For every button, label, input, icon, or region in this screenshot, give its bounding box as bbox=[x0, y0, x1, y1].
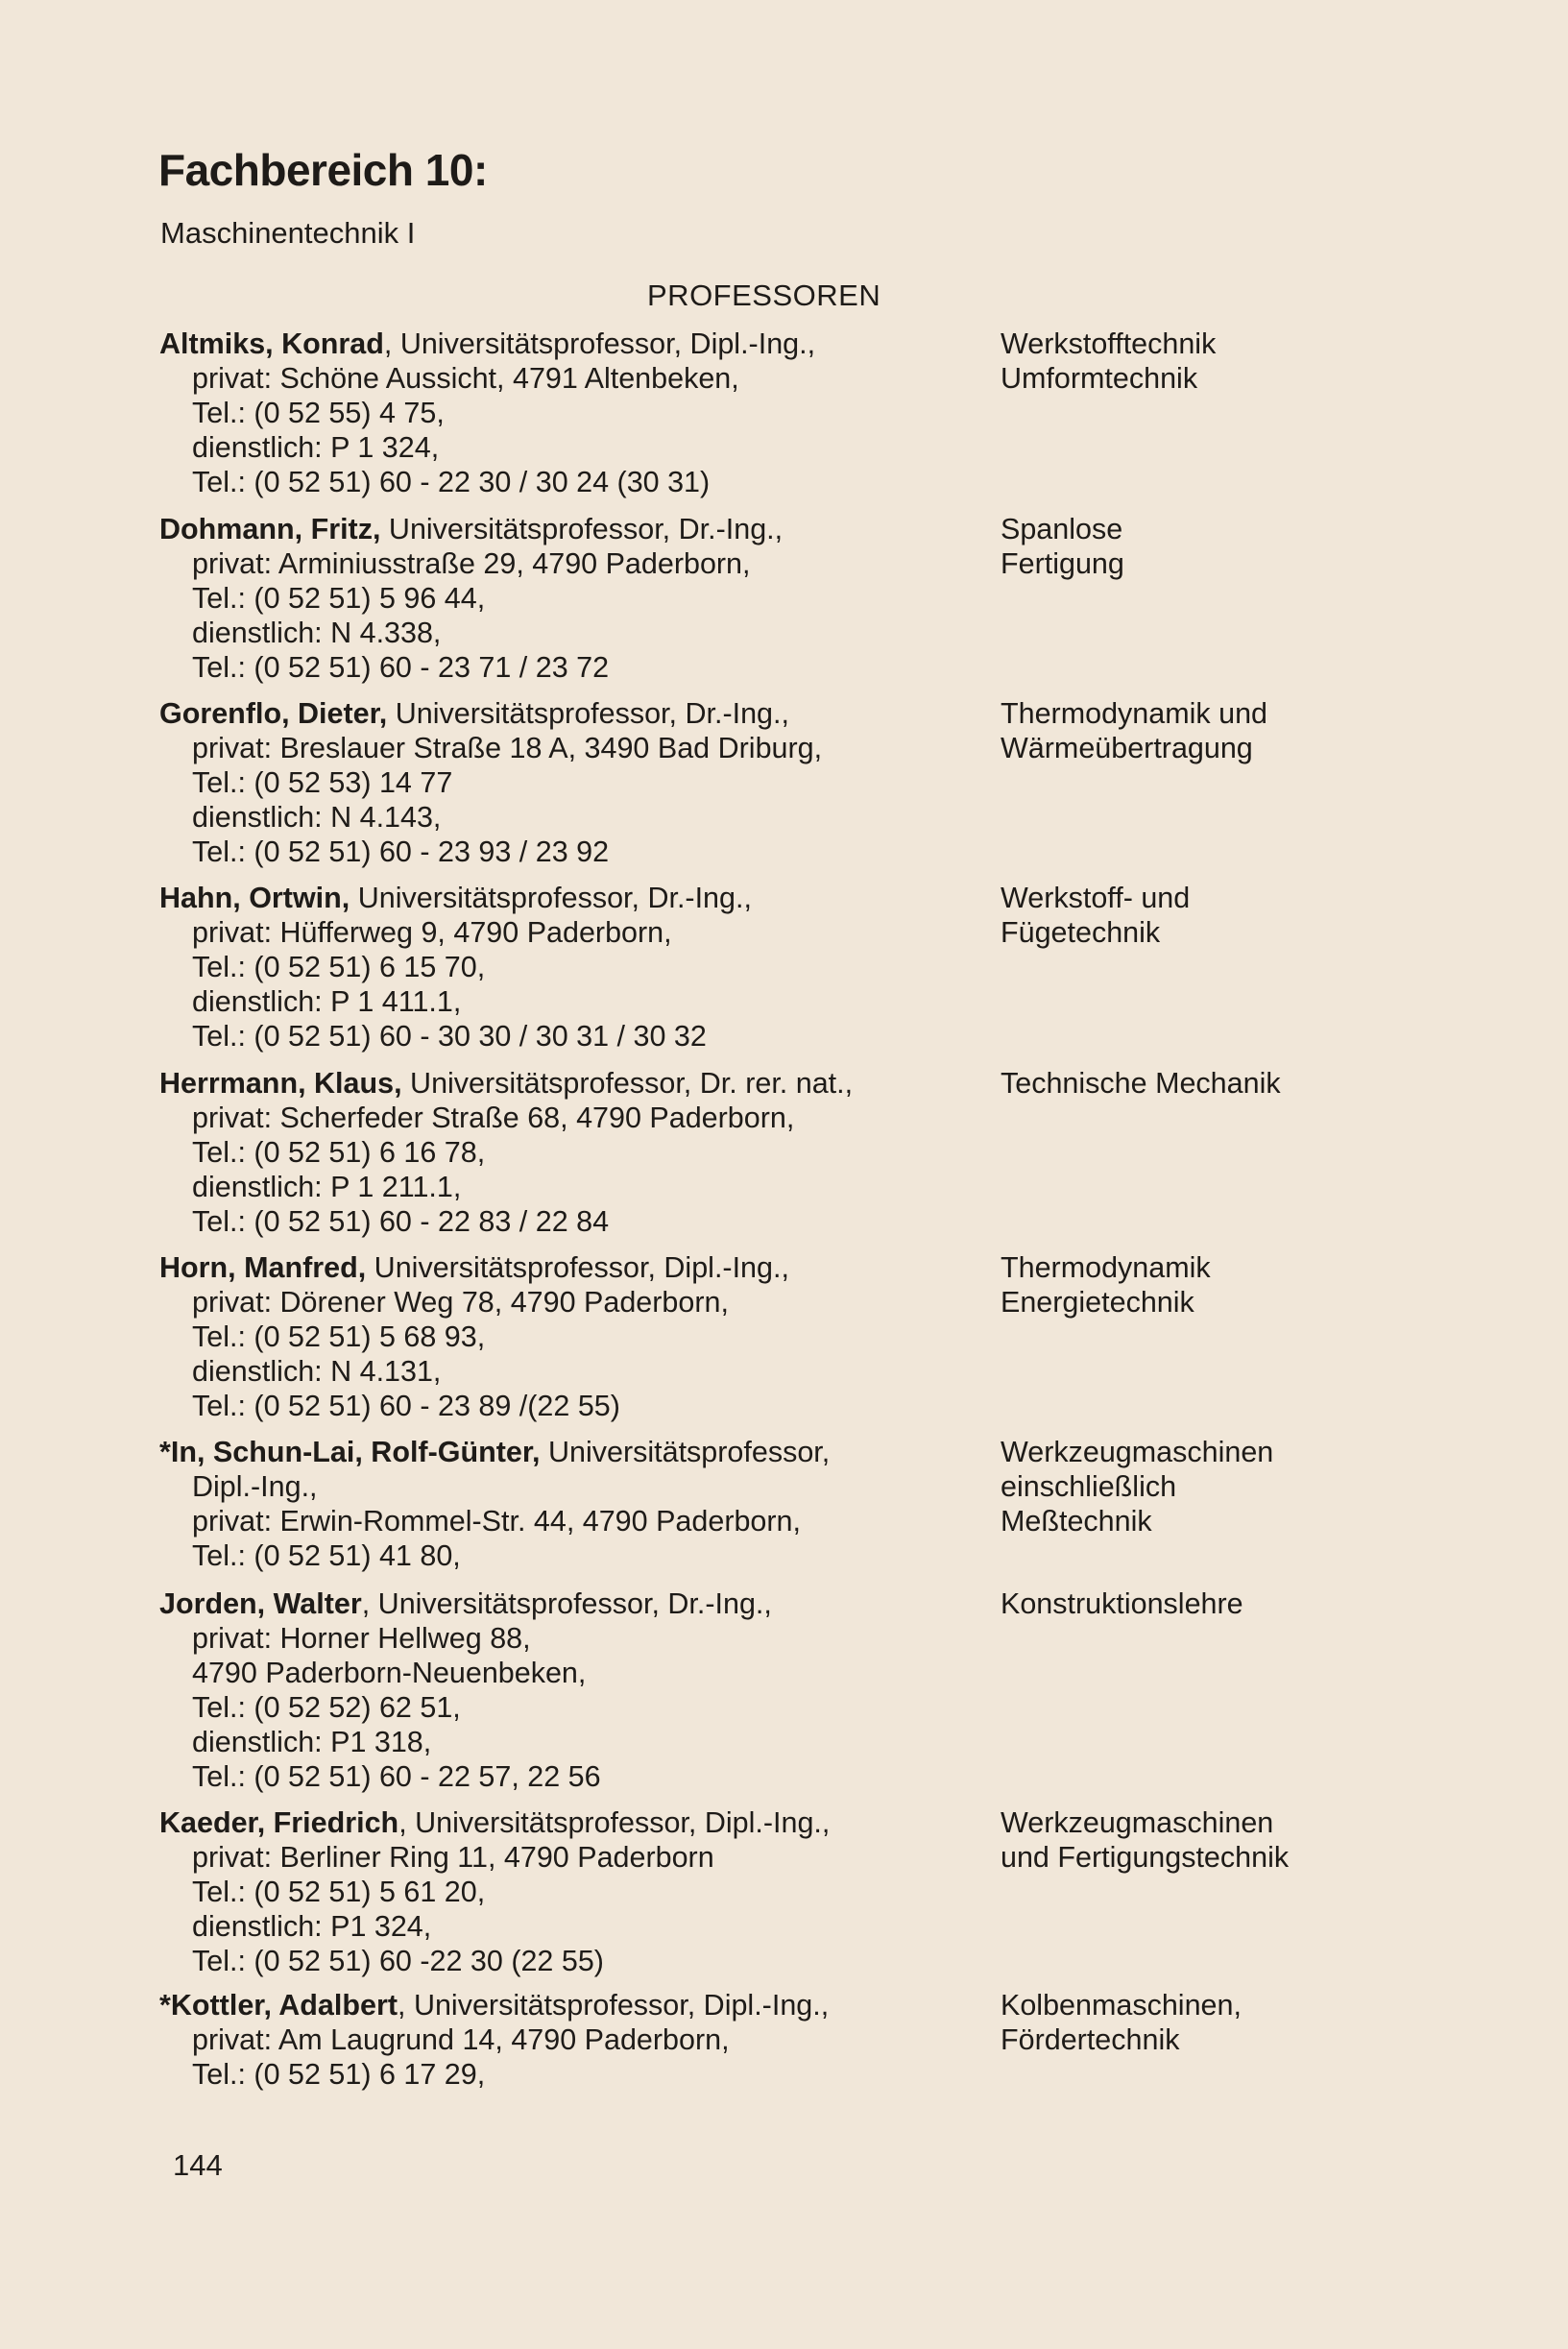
subject-area bbox=[1001, 1066, 1500, 1101]
contact-detail: Tel.: (0 52 51) 6 15 70, bbox=[192, 951, 486, 983]
subject-area-line: Werkstofftechnik bbox=[1001, 327, 1217, 360]
contact-detail: Dipl.-Ing., bbox=[192, 1470, 318, 1503]
contact-detail: privat: Berliner Ring 11, 4790 Paderborn bbox=[192, 1841, 714, 1874]
subject-area-line: Werkzeugmaschinen bbox=[1001, 1436, 1274, 1468]
professor-contact bbox=[159, 1586, 985, 1794]
contact-detail: Tel.: (0 52 51) 5 68 93, bbox=[192, 1320, 486, 1353]
professor-title: Universitätsprofessor, Dr.-Ing., bbox=[380, 513, 784, 545]
professor-heading-line bbox=[159, 1586, 985, 1621]
subject-area bbox=[1001, 1988, 1500, 2057]
page-subheading: Maschinentechnik I bbox=[160, 216, 416, 250]
subject-area-line: Technische Mechanik bbox=[1001, 1067, 1281, 1100]
subject-area-line: Thermodynamik und bbox=[1001, 697, 1268, 730]
contact-detail: Tel.: (0 52 51) 5 61 20, bbox=[192, 1876, 486, 1908]
contact-detail: Tel.: (0 52 52) 62 51, bbox=[192, 1691, 461, 1724]
subject-area-line: Umformtechnik bbox=[1001, 362, 1198, 395]
professor-title: Universitätsprofessor, Dr.-Ing., bbox=[387, 697, 789, 730]
contact-detail: Tel.: (0 52 51) 60 - 22 57, 22 56 bbox=[192, 1760, 601, 1793]
professor-heading-line bbox=[159, 512, 985, 546]
professor-name: Herrmann, Klaus, bbox=[159, 1067, 402, 1100]
professor-heading-line bbox=[159, 1988, 985, 2022]
contact-detail: privat: Erwin-Rommel-Str. 44, 4790 Paderborn, bbox=[192, 1505, 801, 1538]
professor-name: *In, Schun-Lai, Rolf-Günter, bbox=[159, 1436, 541, 1468]
contact-detail: Tel.: (0 52 51) 6 16 78, bbox=[192, 1136, 486, 1169]
professor-title: Universitätsprofessor, Dipl.-Ing., bbox=[366, 1251, 789, 1284]
professor-contact bbox=[159, 1250, 985, 1423]
subject-area-line: Fördertechnik bbox=[1001, 2023, 1180, 2056]
subject-area bbox=[1001, 1250, 1500, 1320]
contact-detail: 4790 Paderborn-Neuenbeken, bbox=[192, 1657, 587, 1689]
contact-detail: dienstlich: N 4.143, bbox=[192, 801, 442, 834]
professor-contact bbox=[159, 1435, 985, 1573]
professor-contact bbox=[159, 881, 985, 1053]
professor-name: Jorden, Walter bbox=[159, 1587, 362, 1620]
contact-detail: Tel.: (0 52 51) 60 - 22 83 / 22 84 bbox=[192, 1205, 610, 1238]
professor-title: , Universitätsprofessor, Dipl.-Ing., bbox=[398, 1806, 831, 1839]
professor-contact bbox=[159, 512, 985, 685]
contact-detail: Tel.: (0 52 51) 60 -22 30 (22 55) bbox=[192, 1945, 604, 1977]
subject-area-line: Kolbenmaschinen, bbox=[1001, 1989, 1242, 2022]
professor-title: Universitätsprofessor, Dr.-Ing., bbox=[350, 882, 752, 914]
professor-name: Altmiks, Konrad bbox=[159, 327, 384, 360]
contact-detail: dienstlich: P 1 211.1, bbox=[192, 1171, 462, 1203]
contact-detail: Tel.: (0 52 51) 6 17 29, bbox=[192, 2058, 486, 2091]
professor-title: , Universitätsprofessor, Dipl.-Ing., bbox=[383, 327, 816, 360]
subject-area bbox=[1001, 696, 1500, 765]
subject-area-line: Thermodynamik bbox=[1001, 1251, 1211, 1284]
contact-detail: Tel.: (0 52 55) 4 75, bbox=[192, 397, 445, 429]
contact-detail: dienstlich: P 1 324, bbox=[192, 431, 440, 464]
professor-name: Hahn, Ortwin, bbox=[159, 882, 350, 914]
contact-detail: Tel.: (0 52 53) 14 77 bbox=[192, 766, 453, 799]
professor-heading-line bbox=[159, 327, 985, 361]
subject-area-line: einschließlich bbox=[1001, 1470, 1177, 1503]
page-number: 144 bbox=[173, 2148, 223, 2182]
professor-heading-line bbox=[159, 1435, 985, 1469]
contact-detail: privat: Arminiusstraße 29, 4790 Paderborn, bbox=[192, 547, 751, 580]
professor-heading-line bbox=[159, 1805, 985, 1840]
contact-detail: Tel.: (0 52 51) 41 80, bbox=[192, 1539, 461, 1572]
subject-area-line: Fertigung bbox=[1001, 547, 1124, 580]
contact-detail: privat: Dörener Weg 78, 4790 Paderborn, bbox=[192, 1286, 729, 1319]
professor-name: Horn, Manfred, bbox=[159, 1251, 367, 1284]
professor-name: Kaeder, Friedrich bbox=[159, 1806, 399, 1839]
subject-area-line: Werkzeugmaschinen bbox=[1001, 1806, 1274, 1839]
professor-name: *Kottler, Adalbert bbox=[159, 1989, 398, 2022]
professor-heading-line bbox=[159, 881, 985, 915]
professor-heading-line bbox=[159, 696, 985, 731]
contact-detail: privat: Am Laugrund 14, 4790 Paderborn, bbox=[192, 2023, 730, 2056]
professor-heading-line bbox=[159, 1250, 985, 1285]
contact-detail: privat: Hüfferweg 9, 4790 Paderborn, bbox=[192, 916, 672, 949]
subject-area bbox=[1001, 1586, 1500, 1621]
contact-detail: Tel.: (0 52 51) 60 - 22 30 / 30 24 (30 31) bbox=[192, 466, 711, 498]
subject-area-line: Werkstoff- und bbox=[1001, 882, 1191, 914]
professor-contact bbox=[159, 1805, 985, 1978]
subject-area-line: Meßtechnik bbox=[1001, 1505, 1152, 1538]
contact-detail: dienstlich: P1 318, bbox=[192, 1726, 432, 1758]
professor-heading-line bbox=[159, 1066, 985, 1101]
contact-detail: dienstlich: P1 324, bbox=[192, 1910, 432, 1943]
contact-detail: privat: Scherfeder Straße 68, 4790 Paderborn, bbox=[192, 1102, 795, 1134]
subject-area-line: Fügetechnik bbox=[1001, 916, 1161, 949]
contact-detail: Tel.: (0 52 51) 60 - 23 71 / 23 72 bbox=[192, 651, 610, 684]
subject-area-line: Wärmeübertragung bbox=[1001, 732, 1253, 764]
contact-detail: dienstlich: N 4.131, bbox=[192, 1355, 442, 1388]
professor-contact bbox=[159, 327, 985, 499]
subject-area bbox=[1001, 1805, 1500, 1875]
contact-detail: Tel.: (0 52 51) 60 - 23 93 / 23 92 bbox=[192, 835, 610, 868]
section-title: PROFESSOREN bbox=[647, 278, 881, 312]
subject-area-line: Spanlose bbox=[1001, 513, 1123, 545]
subject-area bbox=[1001, 1435, 1500, 1538]
contact-detail: privat: Horner Hellweg 88, bbox=[192, 1622, 531, 1655]
professor-title: , Universitätsprofessor, Dr.-Ing., bbox=[361, 1587, 772, 1620]
contact-detail: dienstlich: P 1 411.1, bbox=[192, 985, 462, 1018]
professor-name: Gorenflo, Dieter, bbox=[159, 697, 388, 730]
professor-contact bbox=[159, 1066, 985, 1239]
professor-title: Universitätsprofessor, Dr. rer. nat., bbox=[401, 1067, 854, 1100]
subject-area-line: und Fertigungstechnik bbox=[1001, 1841, 1290, 1874]
subject-area bbox=[1001, 327, 1500, 396]
contact-detail: privat: Schöne Aussicht, 4791 Altenbeken, bbox=[192, 362, 739, 395]
contact-detail: Tel.: (0 52 51) 60 - 23 89 /(22 55) bbox=[192, 1390, 620, 1422]
contact-detail: dienstlich: N 4.338, bbox=[192, 617, 442, 649]
professor-contact bbox=[159, 1988, 985, 2092]
subject-area-line: Energietechnik bbox=[1001, 1286, 1194, 1319]
page-heading: Fachbereich 10: bbox=[158, 145, 488, 195]
professor-name: Dohmann, Fritz, bbox=[159, 513, 381, 545]
contact-detail: privat: Breslauer Straße 18 A, 3490 Bad Driburg, bbox=[192, 732, 823, 764]
professor-title: Universitätsprofessor, bbox=[540, 1436, 831, 1468]
subject-area bbox=[1001, 881, 1500, 950]
subject-area-line: Konstruktionslehre bbox=[1001, 1587, 1243, 1620]
contact-detail: Tel.: (0 52 51) 5 96 44, bbox=[192, 582, 486, 615]
professor-contact bbox=[159, 696, 985, 869]
contact-detail: Tel.: (0 52 51) 60 - 30 30 / 30 31 / 30 32 bbox=[192, 1020, 707, 1053]
subject-area bbox=[1001, 512, 1500, 581]
professor-title: , Universitätsprofessor, Dipl.-Ing., bbox=[398, 1989, 830, 2022]
